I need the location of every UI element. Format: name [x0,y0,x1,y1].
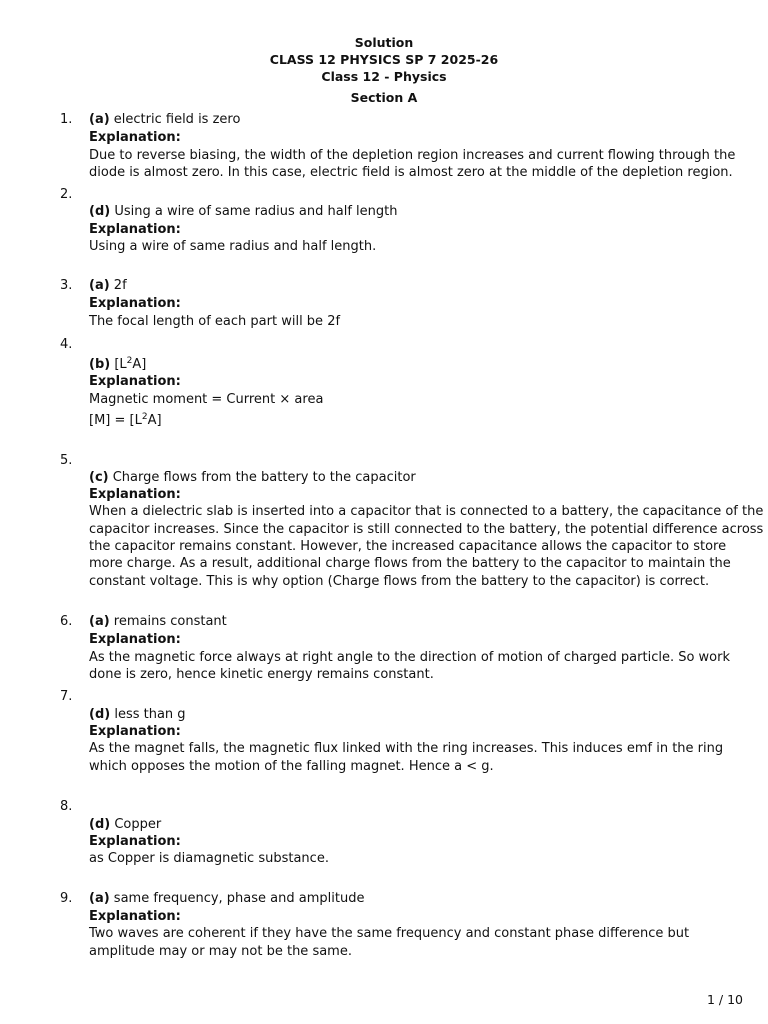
section-heading: Section A [350,90,418,105]
explanation-text: As the magnetic force always at right angle to the direction of motion of charged particle. So work [89,650,731,665]
answer-text-base: [L [114,357,127,372]
answer-option: (d) [89,817,111,832]
doc-class: Class 12 - Physics [321,69,447,84]
explanation-text: done is zero, hence kinetic energy remains constant. [89,667,434,682]
explanation-text: capacitor increases. Since the capacitor is still connected to the battery, the potential difference across [89,522,764,537]
answer-option: (a) [89,614,110,629]
explanation-text: Two waves are coherent if they have the same frequency and constant phase difference but [89,926,690,941]
question-number: 9. [60,891,73,906]
doc-title: Solution [354,35,414,50]
explanation-text: constant voltage. This is why option (Charge flows from the battery to the capacitor) is correct. [89,574,710,589]
explanation-text: As the magnet falls, the magnetic flux linked with the ring increases. This induces emf in the ring [89,741,724,756]
answer-text: remains constant [113,614,227,629]
answer-line [89,111,739,128]
answer-option: (c) [89,470,109,485]
answer-option: (a) [89,278,110,293]
explanation-text: more charge. As a result, additional charge flows from the battery to the capacitor to maintain the [89,556,731,571]
answer-line [89,469,739,486]
answer-option: (a) [89,112,110,127]
explanation-text: The focal length of each part will be 2f [89,314,341,329]
answer-text: 2f [113,278,127,293]
answer-text: less than g [114,707,186,722]
question-number: 5. [60,453,73,468]
question-number: 7. [60,689,73,704]
question-number: 2. [60,187,73,202]
question-number: 1. [60,112,73,127]
explanation-text: Magnetic moment = Current × area [89,392,324,407]
explanation-label: Explanation: [89,222,181,237]
answer-option: (d) [89,204,111,219]
answer-line [89,706,739,723]
explanation-label: Explanation: [89,834,181,849]
answer-line [89,816,739,833]
question-number: 8. [60,799,73,814]
page-number: 1 / 10 [706,992,743,1007]
formula-superscript: 2 [141,412,148,422]
answer-line [89,890,739,907]
explanation-text: Using a wire of same radius and half length. [89,239,377,254]
explanation-text: the capacitor remains constant. However, the increased capacitance allows the capacitor to store [89,539,727,554]
question-number: 6. [60,614,73,629]
answer-text-tail: A] [132,357,147,372]
answer-superscript: 2 [126,356,133,366]
answer-option: (a) [89,891,110,906]
explanation-text: Due to reverse biasing, the width of the depletion region increases and current flowing through the [89,148,736,163]
answer-line [89,277,739,294]
explanation-label: Explanation: [89,374,181,389]
explanation-label: Explanation: [89,632,181,647]
answer-text: Using a wire of same radius and half length [114,204,398,219]
answer-text: Copper [114,817,162,832]
explanation-text: as Copper is diamagnetic substance. [89,851,329,866]
answer-text: same frequency, phase and amplitude [113,891,365,906]
formula-tail: A] [147,413,162,428]
formula-base: [M] = [L [89,413,142,428]
doc-subtitle: CLASS 12 PHYSICS SP 7 2025-26 [269,52,499,67]
explanation-text: diode is almost zero. In this case, electric field is almost zero at the middle of the depletion region. [89,165,733,180]
answer-line [89,203,739,220]
explanation-label: Explanation: [89,296,181,311]
answer-option: (d) [89,707,111,722]
explanation-text: When a dielectric slab is inserted into a capacitor that is connected to a battery, the capacitance of the [89,504,764,519]
answer-text: Charge flows from the battery to the capacitor [112,470,416,485]
answer-option: (b) [89,357,111,372]
explanation-label: Explanation: [89,724,181,739]
answer-line [89,613,739,630]
explanation-label: Explanation: [89,130,181,145]
answer-text: electric field is zero [113,112,241,127]
explanation-text: which opposes the motion of the falling magnet. Hence a < g. [89,759,494,774]
explanation-label: Explanation: [89,487,181,502]
formula-line [89,412,739,429]
explanation-label: Explanation: [89,909,181,924]
answer-line [89,356,739,373]
question-number: 4. [60,337,73,352]
explanation-text: amplitude may or may not be the same. [89,944,352,959]
question-number: 3. [60,278,73,293]
